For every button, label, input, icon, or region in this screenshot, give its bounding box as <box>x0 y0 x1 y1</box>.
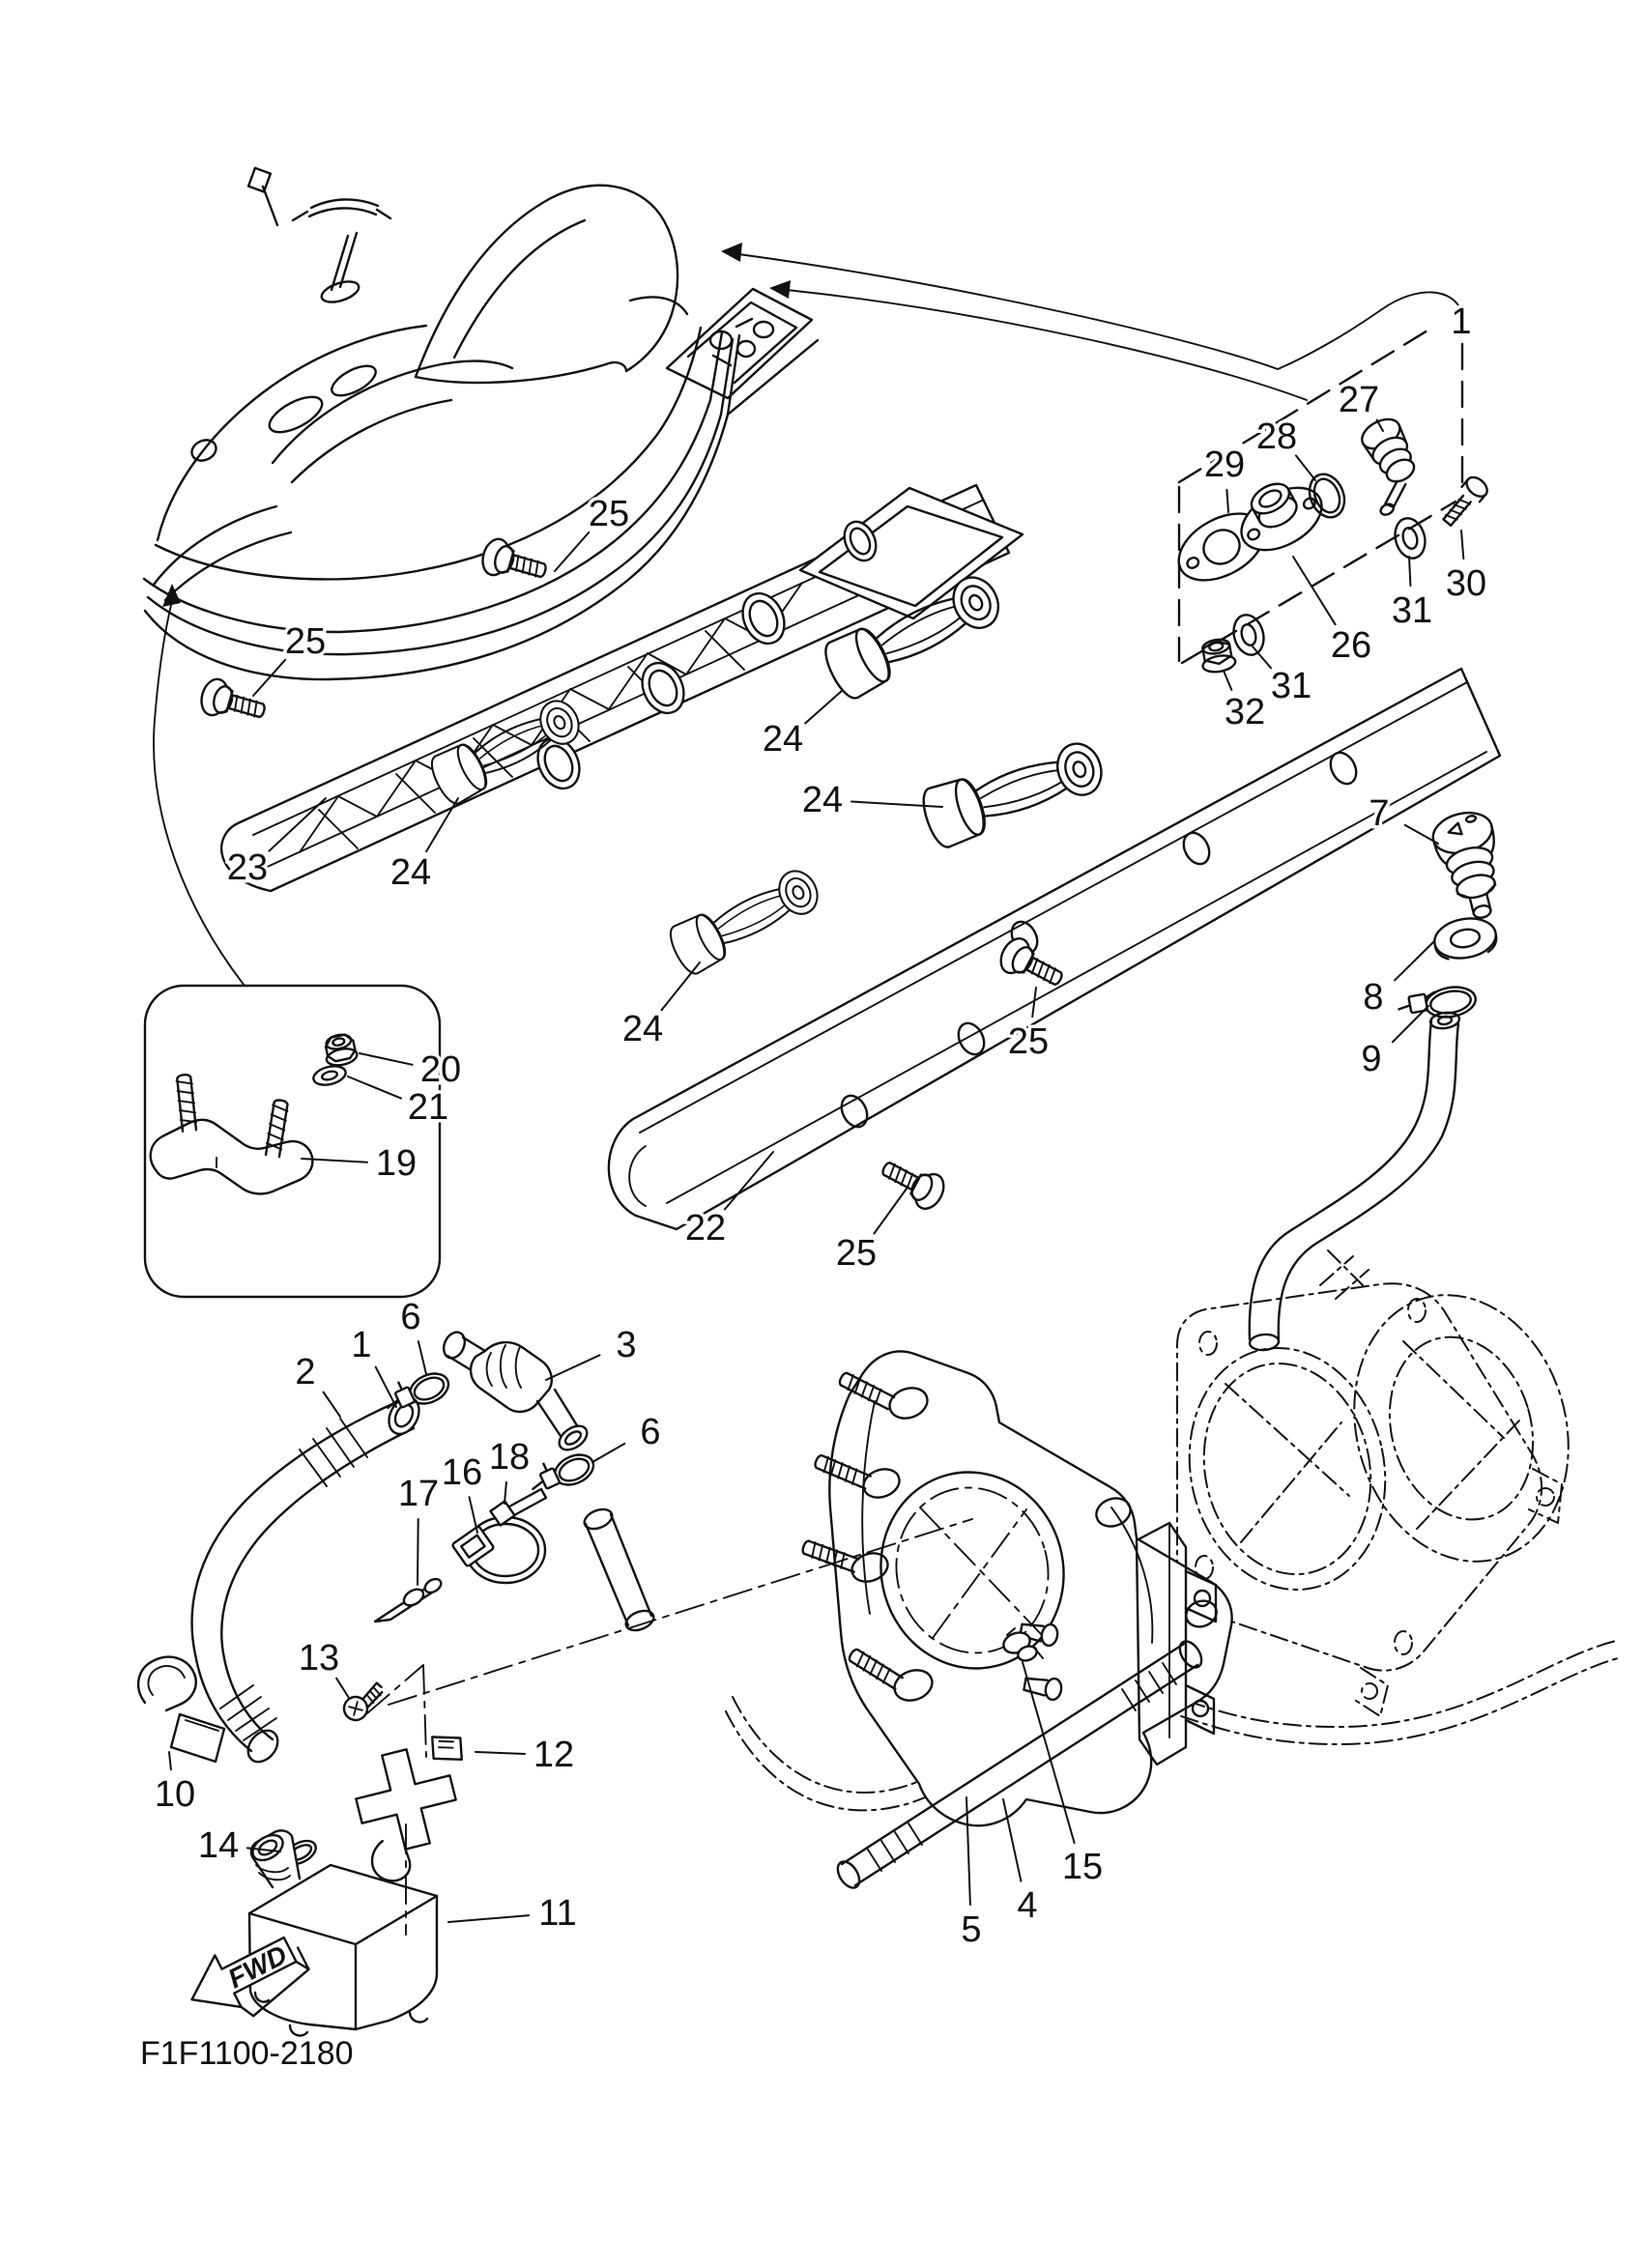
leader-line-6 <box>592 1444 624 1462</box>
handlebar <box>248 168 390 306</box>
leader-line-28 <box>1296 455 1315 480</box>
washer-31-left <box>1229 612 1268 658</box>
bilge-hose <box>1249 1011 1460 1351</box>
callout-24: 24 <box>389 852 432 893</box>
engine-mount-plate-4 <box>801 1351 1232 1825</box>
callout-19: 19 <box>375 1143 418 1184</box>
seat <box>416 186 687 383</box>
bracket-19 <box>151 1074 313 1193</box>
leader-line-8 <box>1395 941 1434 980</box>
clip-10 <box>138 1657 224 1762</box>
leader-line-13 <box>336 1679 349 1698</box>
callout-1: 1 <box>351 1325 372 1365</box>
leader-line-21 <box>348 1077 401 1099</box>
callout-6: 6 <box>640 1412 661 1452</box>
callout-22: 22 <box>684 1208 727 1249</box>
leader-line-24 <box>805 690 843 724</box>
bolt-25-plate-lower <box>876 1151 949 1214</box>
callout-25: 25 <box>1007 1021 1050 1062</box>
callout-17: 17 <box>397 1474 440 1514</box>
callout-4: 4 <box>1017 1885 1038 1926</box>
damper-24-c <box>665 861 826 978</box>
callout-1: 1 <box>1451 301 1472 342</box>
seal-ring-8 <box>1431 914 1499 963</box>
drain-plug-7 <box>1428 807 1513 925</box>
callout-25: 25 <box>284 621 327 662</box>
washer-21 <box>311 1063 347 1088</box>
leader-line-25 <box>874 1189 907 1234</box>
band-clamp-16 <box>451 1517 545 1583</box>
callout-3: 3 <box>616 1325 637 1365</box>
leader-line-3 <box>546 1355 600 1380</box>
nut-32 <box>1198 637 1236 674</box>
fwd-label: FWD <box>223 1938 292 1995</box>
leader-line-6 <box>418 1341 426 1374</box>
leader-line-16 <box>470 1497 478 1533</box>
callout-24: 24 <box>801 780 844 820</box>
jet-ski-illustration <box>144 168 818 679</box>
screw-30 <box>1438 474 1490 530</box>
hose-fitting-3 <box>440 1329 591 1454</box>
drain-plug-27 <box>1342 414 1433 517</box>
callout-12: 12 <box>533 1735 575 1775</box>
hull-bracket-leader-arc <box>154 584 245 986</box>
leader-line-2 <box>324 1392 341 1418</box>
callout-7: 7 <box>1369 793 1390 834</box>
callout-2: 2 <box>295 1352 316 1392</box>
callout-25: 25 <box>835 1233 878 1274</box>
leader-line-10 <box>169 1752 171 1769</box>
leader-line-18 <box>504 1482 506 1504</box>
leader-line-25 <box>555 532 589 571</box>
ride-plate-22 <box>609 669 1500 1229</box>
bolt-25-top <box>478 536 550 589</box>
callout-29: 29 <box>1203 445 1246 485</box>
callout-31: 31 <box>1270 666 1312 706</box>
leader-line-29 <box>1226 490 1228 512</box>
leader-line-26 <box>1293 557 1336 624</box>
bolt-25-left <box>197 676 269 730</box>
leader-line-24 <box>662 962 701 1010</box>
damper-24-b <box>917 733 1110 851</box>
callout-13: 13 <box>298 1638 340 1679</box>
callout-15: 15 <box>1061 1847 1104 1887</box>
leader-line-30 <box>1461 531 1463 559</box>
leader-line-1 <box>376 1367 396 1407</box>
callout-16: 16 <box>441 1452 483 1493</box>
callout-5: 5 <box>961 1909 982 1950</box>
callout-11: 11 <box>538 1893 577 1934</box>
callout-21: 21 <box>407 1087 449 1128</box>
callout-6: 6 <box>400 1297 421 1337</box>
screw-13 <box>340 1682 390 1725</box>
callout-20: 20 <box>419 1049 462 1090</box>
callout-24: 24 <box>762 719 804 760</box>
callout-24: 24 <box>621 1009 664 1049</box>
callout-8: 8 <box>1363 977 1384 1018</box>
intake-grate-23 <box>221 485 1023 891</box>
callout-9: 9 <box>1361 1039 1382 1079</box>
leader-line-31 <box>1409 557 1410 586</box>
leader-line-20 <box>360 1053 413 1065</box>
callout-18: 18 <box>488 1437 531 1478</box>
callout-25: 25 <box>588 494 630 534</box>
pin-17 <box>375 1576 444 1622</box>
leader-line-11 <box>448 1915 529 1922</box>
drawing-number: F1F1100-2180 <box>140 2035 354 2072</box>
leader-line-12 <box>476 1752 525 1754</box>
callout-30: 30 <box>1445 563 1487 604</box>
connector-tube <box>582 1506 657 1634</box>
callout-32: 32 <box>1224 692 1266 732</box>
leader-line-32 <box>1224 671 1231 690</box>
callout-14: 14 <box>197 1825 240 1866</box>
callout-28: 28 <box>1255 416 1298 457</box>
holder-12 <box>346 1731 490 1885</box>
callout-27: 27 <box>1338 380 1380 420</box>
stern-deck <box>667 289 818 415</box>
callout-26: 26 <box>1330 625 1372 666</box>
hose-2 <box>192 1392 425 1767</box>
nut-20 <box>322 1032 359 1068</box>
hose-clamp-9 <box>1397 984 1478 1025</box>
callout-31: 31 <box>1391 590 1433 631</box>
callout-10: 10 <box>154 1774 196 1815</box>
jet-pump-housing-phantom <box>1167 1250 1599 1716</box>
washer-31-right <box>1391 515 1429 561</box>
callout-23: 23 <box>226 847 269 888</box>
